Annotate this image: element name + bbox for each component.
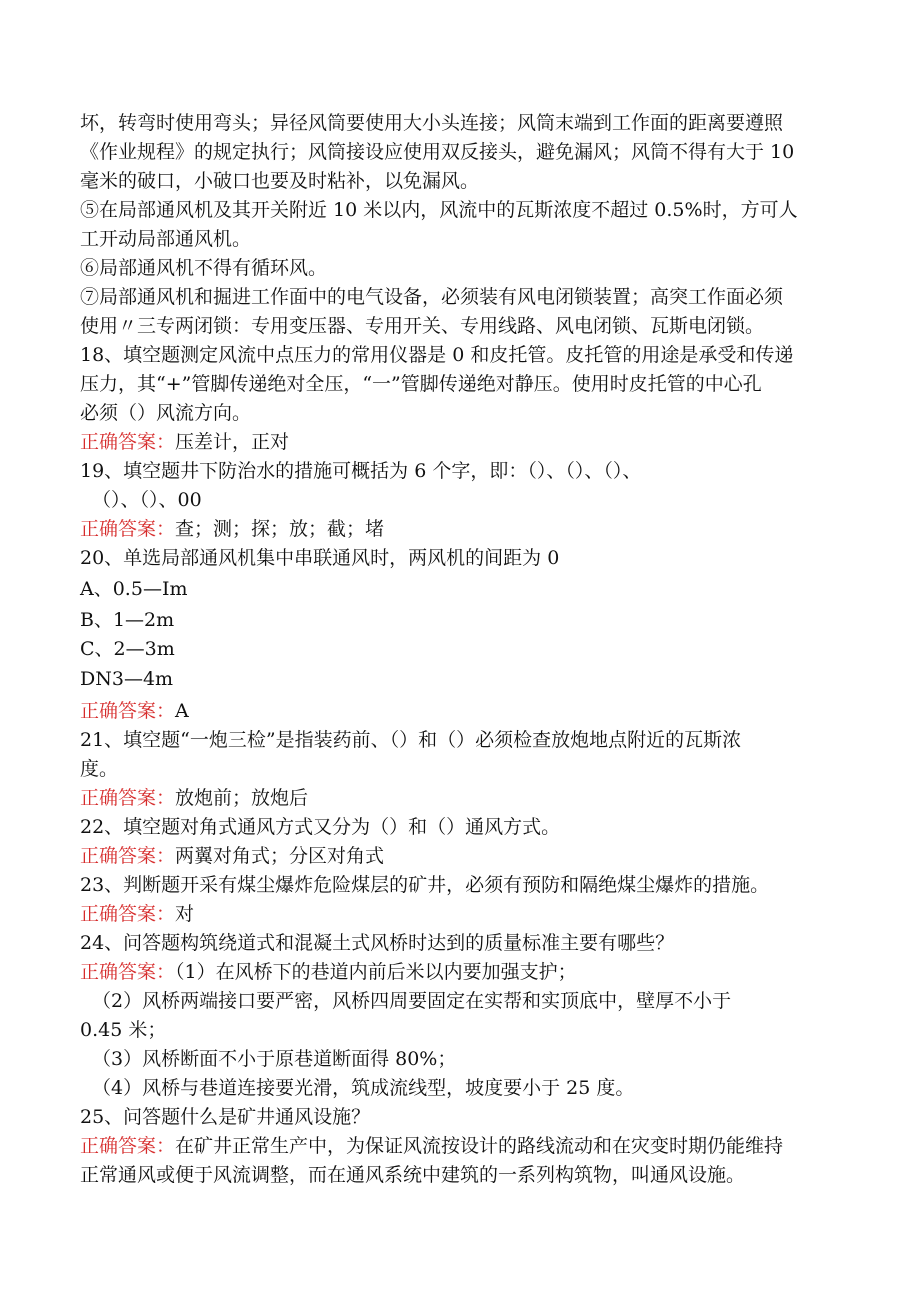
- text-line: 《作业规程》的规定执行；风筒接设应使用双反接头，避免漏风；风筒不得有大于 10: [80, 141, 795, 163]
- answer-line: [80, 433, 289, 452]
- answer-label: 正确答案：: [80, 903, 176, 925]
- answer-label: 正确答案：: [80, 700, 176, 722]
- question-23: 23、判断题开采有煤尘爆炸危险煤层的矿井，必须有预防和隔绝煤尘爆炸的措施。: [80, 874, 770, 896]
- question-22: 22、填空题对角式通风方式又分为（）和（）通风方式。: [80, 816, 561, 838]
- text-line: 毫米的破口，小破口也要及时粘补，以免漏风。: [80, 170, 480, 192]
- answer-line: [80, 905, 194, 924]
- option-a: A、0.5—Im: [80, 578, 188, 600]
- answer-text: （1）在风桥下的巷道内前后米以内要加强支护；: [175, 961, 577, 983]
- answer-label: 正确答案：: [80, 845, 176, 867]
- answer-line: [80, 789, 308, 808]
- answer-text: 对: [175, 903, 195, 925]
- question-18: 18、填空题测定风流中点压力的常用仪器是 0 和皮托管。皮托管的用途是承受和传递: [80, 344, 794, 366]
- text-line: ⑥局部通风机不得有循环风。: [80, 257, 328, 279]
- answer-line: [80, 847, 384, 866]
- text-line: （4）风桥与巷道连接要光滑，筑成流线型，坡度要小于 25 度。: [92, 1077, 635, 1099]
- answer-label: 正确答案：: [80, 518, 176, 540]
- answer-line: [80, 963, 577, 982]
- text-line: 0.45 米；: [80, 1019, 167, 1041]
- text-line: 度。: [80, 758, 119, 780]
- text-line: 使用〃三专两闭锁：专用变压器、专用开关、专用线路、风电闭锁、瓦斯电闭锁。: [80, 315, 765, 337]
- question-21: 21、填空题“一炮三检”是指装药前、（）和（）必须检查放炮地点附近的瓦斯浓: [80, 729, 742, 751]
- text-line: ⑤在局部通风机及其开关附近 10 米以内，风流中的瓦斯浓度不超过 0.5%时，方可人: [80, 199, 798, 221]
- answer-text: A: [175, 700, 189, 722]
- answer-line: [80, 1137, 783, 1156]
- option-c: C、2—3m: [80, 638, 175, 660]
- text-line: 压力，其“+”管脚传递绝对全压，“一”管脚传递绝对静压。使用时皮托管的中心孔: [80, 373, 762, 395]
- text-line: 坏，转弯时使用弯头；异径风筒要使用大小头连接；风筒末端到工作面的距离要遵照: [80, 112, 784, 134]
- answer-label: 正确答案：: [80, 1135, 176, 1157]
- answer-text: 查；测；探；放；截；堵: [175, 518, 385, 540]
- answer-line: [80, 520, 384, 539]
- question-24: 24、问答题构筑绕道式和混凝土式风桥时达到的质量标准主要有哪些？: [80, 932, 675, 954]
- text-line: （2）风桥两端接口要严密，风桥四周要固定在实帮和实顶底中，壁厚不小于: [92, 990, 732, 1012]
- answer-label: 正确答案：: [80, 787, 176, 809]
- answer-text: 压差计，正对: [175, 431, 290, 453]
- text-line: 正常通风或便于风流调整，而在通风系统中建筑的一系列构筑物，叫通风设施。: [80, 1164, 746, 1186]
- answer-label: 正确答案：: [80, 431, 176, 453]
- question-25: 25、问答题什么是矿井通风设施？: [80, 1106, 371, 1128]
- question-20: 20、单选局部通风机集中串联通风时，两风机的间距为 0: [80, 547, 560, 569]
- text-line: ⑦局部通风机和掘进工作面中的电气设备，必须装有风电闭锁装置；高突工作面必须: [80, 286, 784, 308]
- option-b: B、1—2m: [80, 609, 175, 631]
- answer-line: [80, 702, 189, 721]
- text-line: 工开动局部通风机。: [80, 228, 252, 250]
- answer-text: 两翼对角式；分区对角式: [175, 845, 385, 867]
- option-d: DN3—4m: [80, 668, 174, 690]
- question-19: 19、填空题井下防治水的措施可概括为 6 个字，即：（）、（）、（）、: [80, 460, 642, 482]
- text-line: （3）风桥断面不小于原巷道断面得 80%；: [92, 1048, 457, 1070]
- text-line: （）、（）、00: [92, 489, 202, 511]
- answer-text: 放炮前；放炮后: [175, 787, 309, 809]
- answer-text: 在矿井正常生产中，为保证风流按设计的路线流动和在灾变时期仍能维持: [175, 1135, 784, 1157]
- text-line: 必须（）风流方向。: [80, 402, 252, 424]
- answer-label: 正确答案：: [80, 961, 176, 983]
